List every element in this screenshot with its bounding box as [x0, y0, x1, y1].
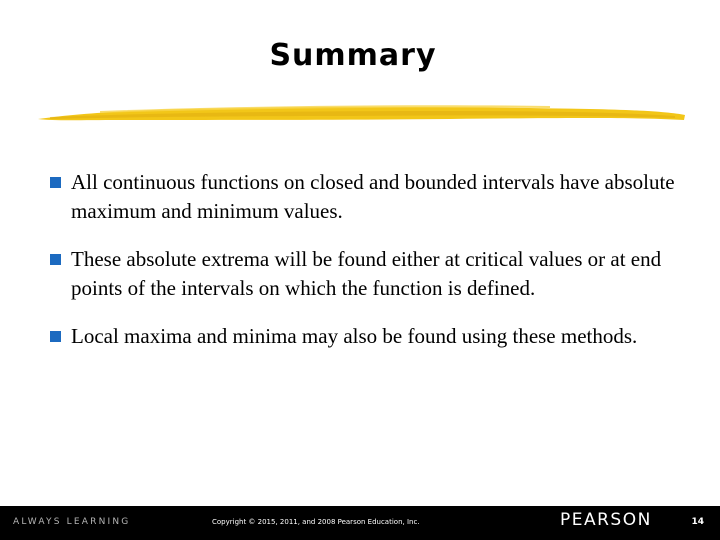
slide-title: Summary [269, 38, 437, 73]
pearson-logo: PEARSON [560, 510, 652, 530]
square-bullet-icon [50, 254, 61, 265]
bullet-list [50, 168, 690, 370]
bullet-text: Local maxima and minima may also be found using these methods. [71, 324, 638, 348]
page-number: 14 [691, 517, 704, 527]
footer-bar [0, 506, 720, 540]
bullet-item [50, 168, 690, 226]
bullet-item [50, 245, 690, 303]
bullet-text: These absolute extrema will be found either at critical values or at end points of the intervals on which the function is defined. [71, 247, 662, 300]
square-bullet-icon [50, 331, 61, 342]
bullet-item [50, 322, 690, 351]
footer-tagline: ALWAYS LEARNING [13, 517, 131, 527]
title-underline-decoration [30, 98, 690, 128]
bullet-text: All continuous functions on closed and bounded intervals have absolute maximum and minimum values. [71, 170, 675, 223]
footer-copyright: Copyright © 2015, 2011, and 2008 Pearson Education, Inc. [212, 518, 420, 526]
square-bullet-icon [50, 177, 61, 188]
